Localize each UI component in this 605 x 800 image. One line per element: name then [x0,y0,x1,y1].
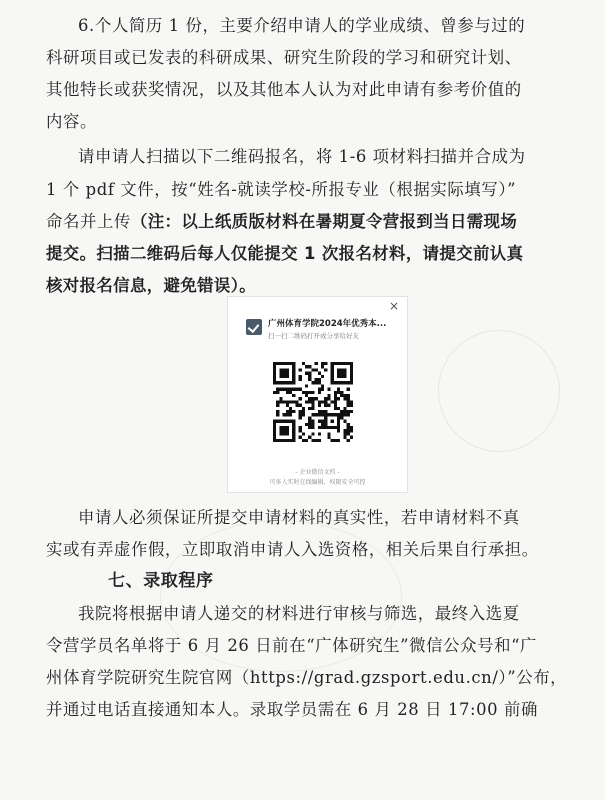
text-line: 州体育学院研究生院官网（https://grad.gzsport.edu.cn/）”公布， [46,668,568,687]
text-line: 实或有弄虚作假，立即取消申请人入选资格，相关后果自行承担。 [46,540,539,559]
text-line: 1 个 pdf 文件，按“姓名-就读学校-所报专业（根据实际填写）” [46,180,517,199]
text-line-bold: 核对报名信息，避免错误）。 [46,276,257,295]
text-line-mixed [46,212,517,232]
card-title: 广州体育学院2024年优秀本... [268,319,387,329]
close-icon[interactable]: × [388,299,399,313]
card-subtitle: 扫一扫二维码打开或分享给好友 [268,332,359,340]
text-line: 6.个人简历 1 份，主要介绍申请人的学业成绩、曾参与过的 [78,16,526,35]
text-line: 科研项目或已发表的科研成果、研究生阶段的学习和研究计划、 [46,48,522,67]
text-line: 我院将根据申请人递交的材料进行审核与筛选，最终入选夏 [78,604,520,623]
seal-mark [438,330,560,452]
text-line: 令营学员名单将于 6 月 26 日前在“广体研究生”微信公众号和“广 [46,636,538,655]
text-normal: 命名并上传 [46,212,131,231]
card-footer-note: 可多人实时在线编辑，权限安全可控 [269,479,366,486]
text-line-bold: 提交。扫描二维码后每人仅能提交 1 次报名材料，请提交前认真 [46,244,524,263]
qr-code-card [227,296,408,493]
card-footer: - 企业微信文档 - [295,469,340,476]
doc-app-icon [246,319,262,335]
text-line: 申请人必须保证所提交申请材料的真实性，若申请材料不真 [78,508,520,527]
text-line: 请申请人扫描以下二维码报名，将 1-6 项材料扫描并合成为 [78,147,526,166]
text-line: 内容。 [46,112,97,131]
text-line: 其他特长或获奖情况，以及其他本人认为对此申请有参考价值的 [46,80,522,99]
text-bold: （注：以上纸质版材料在暑期夏令营报到当日需现场 [130,212,518,231]
section-heading: 七、录取程序 [108,571,214,591]
text-line: 并通过电话直接通知本人。录取学员需在 6 月 28 日 17:00 前确 [46,700,538,719]
qr-code[interactable] [273,362,353,442]
